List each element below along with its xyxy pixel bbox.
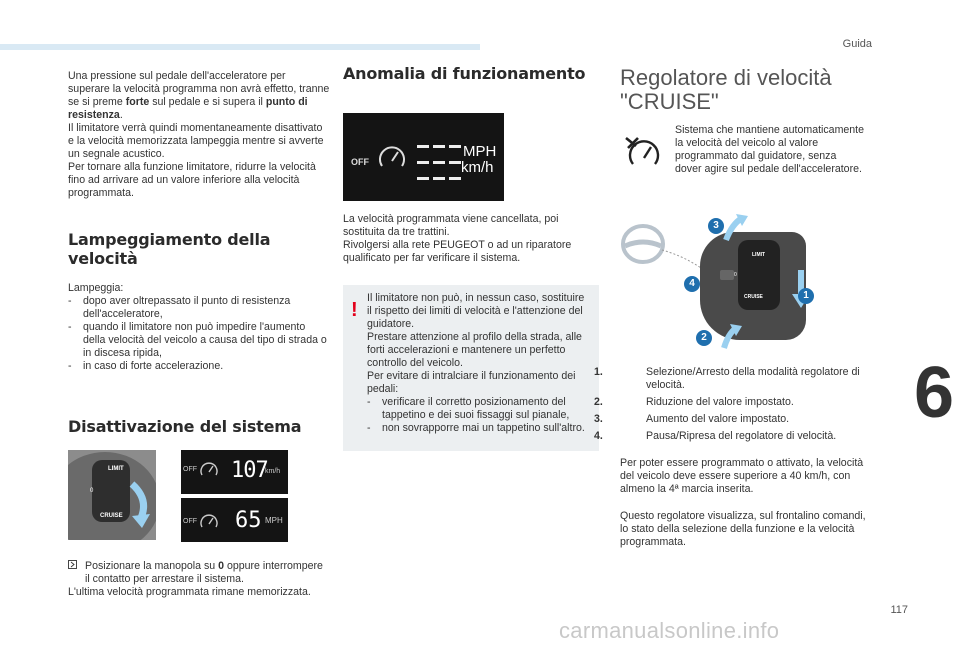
section-title-deactivation: Disattivazione del sistema	[68, 417, 302, 436]
deactivation-figures	[68, 450, 330, 542]
instruction-marker-icon	[68, 560, 77, 573]
speed-limiter-icon	[377, 143, 407, 173]
column-left	[68, 70, 330, 599]
callout-3: 3	[708, 218, 724, 239]
callout-2: 2	[696, 330, 712, 351]
list-item: 1. Selezione/Arresto della modalità regolatore di velocità.	[594, 366, 860, 391]
header-accent-bar	[0, 44, 480, 50]
page-number: 117	[890, 604, 908, 616]
list-item: 3. Aumento del valore impostato.	[594, 413, 790, 425]
cruise-intro: Sistema che mantiene automaticamente la velocità del veicolo al valore programmato dal guidatore, senza dover agire sul pedale dell'acceleratore.	[675, 124, 865, 175]
warning-icon: !	[351, 299, 358, 321]
speed-limiter-icon	[199, 460, 219, 480]
section-header: Guida	[842, 38, 872, 50]
cruise-display-text: Questo regolatore visualizza, sul frontalino comandi, lo stato della selezione della funzione e la velocità programmata.	[620, 510, 866, 548]
deactivation-instruction: Posizionare la manopola su 0 oppure interrompere il contatto per arrestare il sistema.	[68, 560, 330, 586]
display-malfunction: OFF MPH km/h	[343, 113, 504, 201]
cruise-function-list	[594, 366, 880, 443]
malfunction-text-2: Rivolgersi alla rete PEUGEOT o ad un riparatore qualificato per far verificare il sistema.	[343, 239, 572, 264]
intro-paragraph-3: Per tornare alla funzione limitatore, ridurre la velocità fino ad arrivare ad un valore inferiore alla velocità programmata.	[68, 161, 316, 199]
section-title-cruise: Regolatore di velocità "CRUISE"	[620, 65, 832, 114]
cruise-stalk: LIMIT 0 CRUISE	[700, 232, 806, 340]
chapter-number: 6	[914, 353, 955, 433]
stalk-button	[720, 270, 734, 280]
display-mph: OFF 65 MPH	[181, 498, 288, 542]
arrow-up-lower-icon	[718, 322, 748, 350]
callout-4: 4	[684, 276, 700, 297]
watermark: carmanualsonline.info	[559, 618, 780, 643]
cruise-condition-text: Per poter essere programmato o attivato, la velocità del veicolo deve essere superiore a 40 km/h, con almeno la 4ª marcia inserita.	[620, 457, 864, 495]
speed-limiter-icon	[199, 512, 219, 532]
flashing-lead: Lampeggia:	[68, 282, 124, 294]
display-kmh: OFF 107 km/h	[181, 450, 288, 494]
list-item: - verificare il corretto posizionamento del tappetino e dei suoi fissaggi sul pianale,	[367, 396, 591, 422]
rotation-arrow-icon	[128, 480, 156, 530]
warning-panel: ! Il limitatore non può, in nessun caso, sostituire il rispetto dei limiti di velocità e l'attenzione del guidatore. Prestare attenzione al profilo della strada, alle forti accelerazioni e mantenere un perfetto controllo del veicolo. Per evitare di intralciare il funzionamento dei pedali: - verificare il corretto posizionamento del tappetino e dei suoi fissaggi sul pianale, - non sovrapporre mai un tappetino sull'altro.	[343, 285, 599, 451]
column-right	[594, 65, 880, 549]
intro-paragraph-2: Il limitatore verrà quindi momentaneamente disattivato e la velocità memorizzata lampeggia mentre si avverte un segnale acustico.	[68, 122, 324, 160]
flashing-list	[68, 295, 330, 373]
list-item: 2. Riduzione del valore impostato.	[594, 396, 794, 408]
list-item: 4. Pausa/Ripresa del regolatore di velocità.	[594, 430, 837, 442]
speed-knob-photo: LIMIT 0 CRUISE	[68, 450, 156, 540]
cruise-intro-block	[620, 124, 880, 210]
cruise-control-icon	[624, 134, 662, 172]
column-middle	[343, 64, 603, 451]
list-item: - quando il limitatore non può impedire l'aumento della velocità del veicolo a causa del tipo di strada o in discesa ripida,	[68, 321, 330, 360]
arrow-up-icon	[720, 212, 750, 242]
section-title-flashing: Lampeggiamento della velocità	[68, 230, 271, 268]
warning-list	[367, 396, 591, 435]
list-item: - in caso di forte accelerazione.	[68, 360, 330, 373]
intro-paragraph: Una pressione sul pedale dell'acceleratore per superare la velocità programma non avrà effetto, tranne se si preme forte sul pedale e si supera il punto di resistenza.	[68, 70, 330, 121]
list-item: - dopo aver oltrepassato il punto di resistenza dell'acceleratore,	[68, 295, 330, 321]
section-title-malfunction: Anomalia di funzionamento	[343, 64, 586, 83]
three-dashes-icon	[415, 143, 465, 183]
callout-1: 1	[798, 288, 814, 309]
list-item: - non sovrapporre mai un tappetino sull'altro.	[367, 422, 591, 435]
malfunction-text-1: La velocità programmata viene cancellata, poi sostituita da tre trattini.	[343, 213, 559, 238]
cruise-stalk-illustration	[620, 218, 850, 348]
memorized-note: L'ultima velocità programmata rimane memorizzata.	[68, 586, 311, 598]
